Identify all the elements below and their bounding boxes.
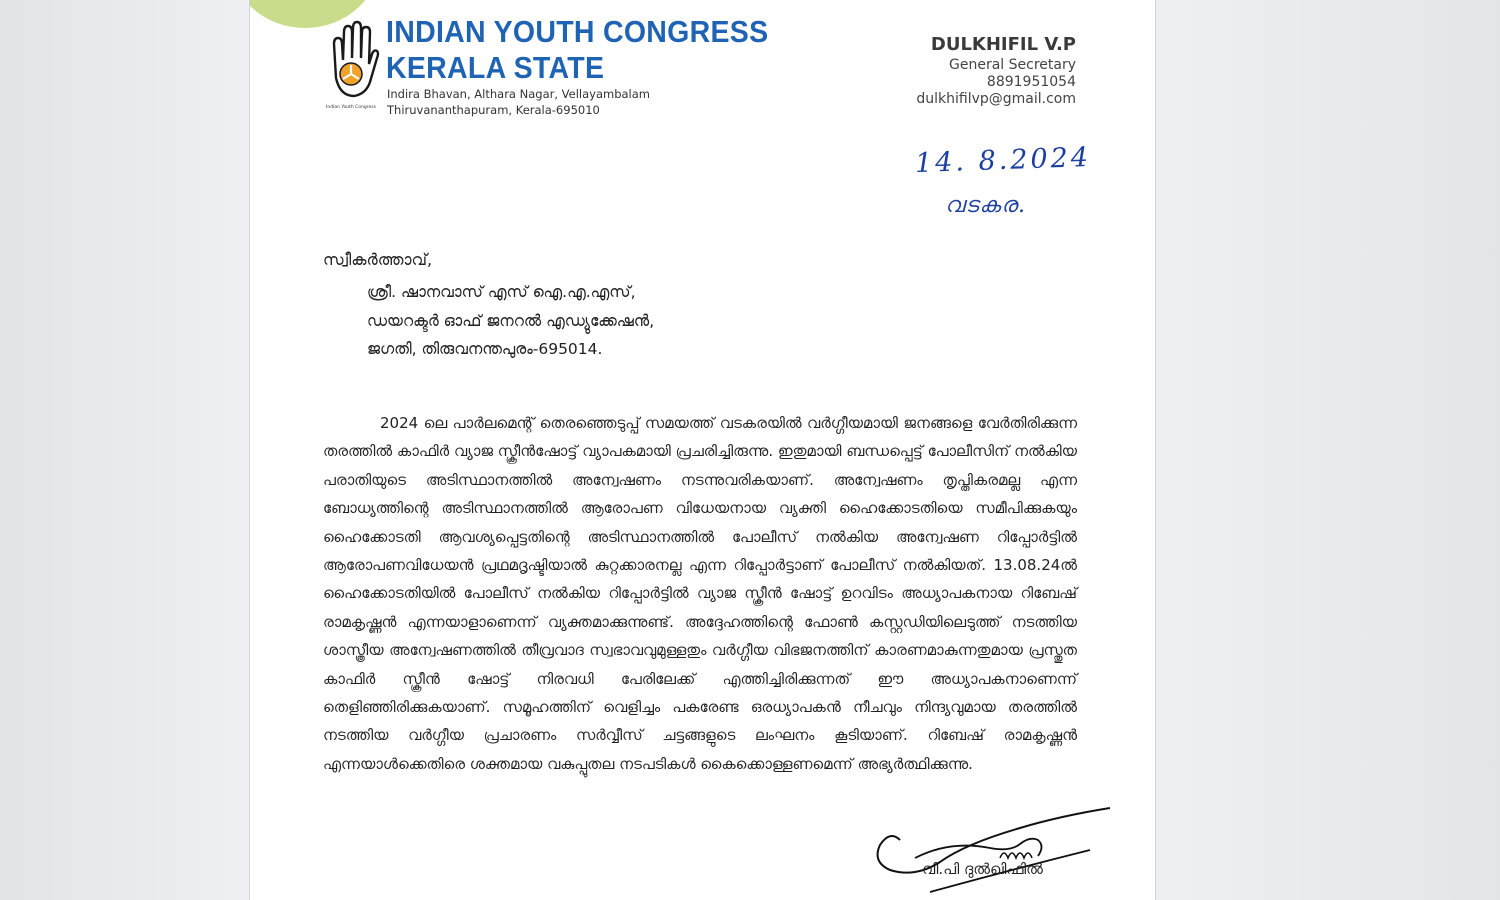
sender-phone: 8891951054 bbox=[986, 74, 1076, 90]
address-line1: Indira Bhavan, Althara Nagar, Vellayambalam bbox=[387, 87, 650, 101]
sender-name: DULKHIFIL V.P bbox=[930, 34, 1076, 55]
organization-name bbox=[386, 14, 768, 86]
organization-address bbox=[387, 86, 650, 118]
organization-name-line1: INDIAN YOUTH CONGRESS bbox=[386, 14, 769, 49]
handwritten-place: വടകര. bbox=[945, 193, 1027, 218]
recipient-line: ശ്രീ. ഷാനവാസ് എസ് ഐ.എ.എസ്, bbox=[367, 283, 636, 301]
signer-name: വി.പി ദുൽഖിഫിൽ bbox=[922, 860, 1043, 878]
recipient-line: ഡയറക്ടർ ഓഫ് ജനറൽ എഡ്യുക്കേഷൻ, bbox=[367, 311, 655, 330]
letter-body: 2024 ലെ പാർലമെന്റ് തെരഞ്ഞെടുപ്പ് സമയത്ത് വടകരയിൽ വർഗ്ഗീയമായി ജനങ്ങളെ വേർതിരിക്കുന്ന തരത്തിൽ കാഫിർ വ്യാജ സ്ക്രീൻഷോട്ട് വ്യാപകമായി പ്രചരിച്ചിരുന്നു. ഇതുമായി ബന്ധപ്പെട്ട് പോലീസിന് നൽകിയ പരാതിയുടെ അടിസ്ഥാനത്തിൽ അന്വേഷണം നടന്നുവരികയാണ്. അന്വേഷണം തൃപ്തികരമല്ല എന്ന ബോധ്യത്തിന്റെ അടിസ്ഥാനത്തിൽ ആരോപണ വിധേയനായ വ്യക്തി ഹൈക്കോടതിയെ സമീപിക്കുകയും ഹൈക്കോടതി ആവശ്യപ്പെട്ടതിന്റെ അടിസ്ഥാനത്തിൽ പോലീസ് നൽകിയ അന്വേഷണ റിപ്പോർട്ടിൽ ആരോപണവിധേയൻ പ്രഥമദൃഷ്ടിയാൽ കുറ്റക്കാരനല്ല എന്ന റിപ്പോർട്ടാണ് പോലീസ് നൽകിയത്. 13.08.24ൽ ഹൈക്കോടതിയിൽ പോലീസ് നൽകിയ റിപ്പോർട്ടിൽ വ്യാജ സ്ക്രീൻ ഷോട്ട് ഉറവിടം അധ്യാപകനായ റിബേഷ് രാമകൃഷ്ണൻ എന്നയാളാണെന്ന് വ്യക്തമാക്കുന്നുണ്ട്. അദ്ദേഹത്തിന്റെ ഫോൺ കസ്റ്റഡിയിലെടുത്ത് നടത്തിയ ശാസ്ത്രീയ അന്വേഷണത്തിൽ തീവ്രവാദ സ്വഭാവവുമുള്ളതും വർഗ്ഗീയ വിഭജനത്തിന് കാരണമാകുന്നതുമായ പ്രസ്തുത കാഫിർ സ്ക്രീൻ ഷോട്ട് നിരവധി പേരിലേക്ക് എത്തിച്ചിരിക്കുന്നത് ഈ അധ്യാപകനാണെന്ന് തെളിഞ്ഞിരിക്കുകയാണ്. സമൂഹത്തിന് വെളിച്ചം പകരേണ്ട ഒരധ്യാപകൻ നീചവും നിന്ദ്യവുമായ തരത്തിൽ നടത്തിയ വർഗ്ഗീയ പ്രചാരണം സർവ്വീസ് ചട്ടങ്ങളുടെ ലംഘനം കൂടിയാണ്. റിബേഷ് രാമകൃഷ്ണൻ എന്നയാൾക്കെതിരെ ശക്തമായ വകുപ്പുതല നടപടികൾ കൈക്കൊള്ളണമെന്ന് അഭ്യർത്ഥിക്കുന്നു. bbox=[323, 414, 1077, 773]
organization-name-line2: KERALA STATE bbox=[386, 50, 605, 85]
address-line2: Thiruvananthapuram, Kerala-695010 bbox=[387, 103, 600, 117]
sender-email: dulkhifilvp@gmail.com bbox=[916, 91, 1076, 107]
salutation: സ്വീകർത്താവ്, bbox=[323, 250, 433, 269]
sender-block bbox=[916, 33, 1076, 108]
handwritten-date: 14. 8.2024 bbox=[914, 141, 1092, 180]
recipient-line: ജഗതി, തിരുവനന്തപുരം-695014. bbox=[367, 340, 603, 358]
sender-title: General Secretary bbox=[949, 57, 1076, 73]
handwritten-signature bbox=[870, 800, 1110, 900]
background-left bbox=[0, 0, 250, 900]
background-right bbox=[1154, 0, 1500, 900]
recipient-address bbox=[367, 278, 654, 364]
logo-caption: Indian Youth Congress bbox=[326, 105, 376, 110]
congress-hand-logo bbox=[322, 20, 380, 112]
letter-page bbox=[249, 0, 1156, 900]
